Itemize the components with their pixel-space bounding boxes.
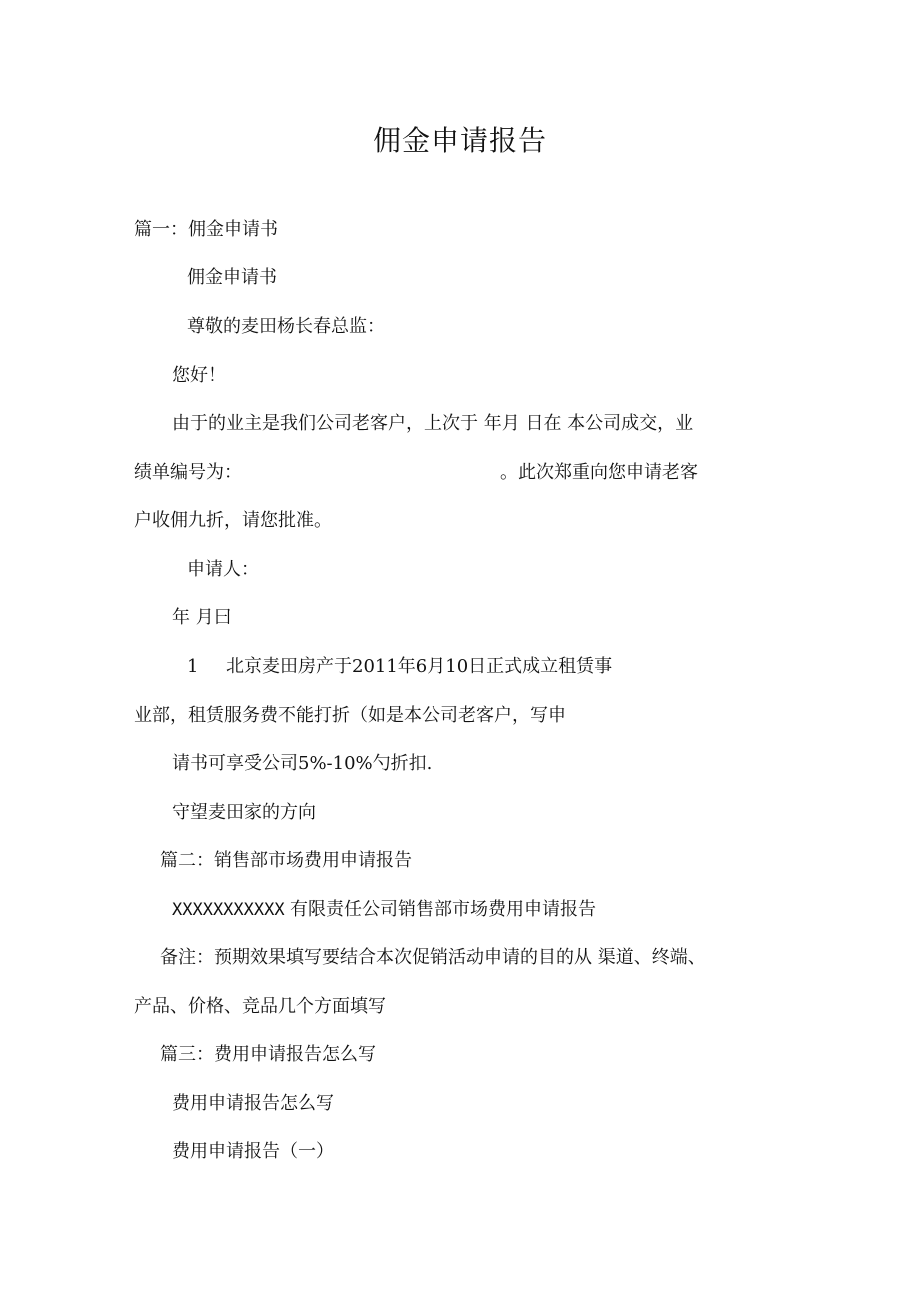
greeting: 您好！ — [172, 365, 226, 386]
slogan: 守望麦田家的方向 — [172, 802, 316, 823]
document-title: 佣金申请报告 — [372, 124, 547, 157]
applicant-label: 申请人： — [187, 559, 259, 580]
body-line-3: 户收佣九折，请您批准。 — [134, 510, 332, 531]
note-line-1: 备注：预期效果填写要结合本次促销活动申请的目的从 渠道、终端、 — [160, 947, 706, 968]
body-line-5: 业部，租赁服务费不能打折（如是本公司老客户，写申 — [134, 705, 566, 726]
report-title-line: 有限责任公司销售部市场费用申请报告 — [290, 899, 596, 920]
section-heading-1: 篇一：佣金申请书 — [134, 219, 278, 240]
company-placeholder: XXXXXXXXXXX — [172, 900, 285, 920]
section-heading-3: 篇三：费用申请报告怎么写 — [160, 1044, 376, 1065]
subheading-report-one: 费用申请报告（一） — [172, 1141, 334, 1162]
subheading-how-to-write: 费用申请报告怎么写 — [172, 1093, 334, 1114]
list-number: 1 — [187, 656, 199, 677]
body-line-4: 北京麦田房产于2011年6月10日正式成立租赁事 — [226, 656, 613, 677]
note-line-2: 产品、价格、竞品几个方面填写 — [134, 996, 386, 1017]
section-heading-2: 篇二：销售部市场费用申请报告 — [160, 850, 412, 871]
body-line-6: 请书可享受公司5%-10%勺折扣. — [172, 753, 433, 774]
body-line-2b: 。此次郑重向您申请老客 — [500, 462, 698, 483]
body-line-1: 由于的业主是我们公司老客户，上次于 年月 日在 本公司成交，业 — [172, 413, 694, 434]
subheading-commission-application: 佣金申请书 — [187, 267, 277, 288]
salutation: 尊敬的麦田杨长春总监： — [187, 316, 385, 337]
body-line-2a: 绩单编号为： — [134, 462, 242, 483]
date-label: 年 月曰 — [172, 607, 232, 628]
